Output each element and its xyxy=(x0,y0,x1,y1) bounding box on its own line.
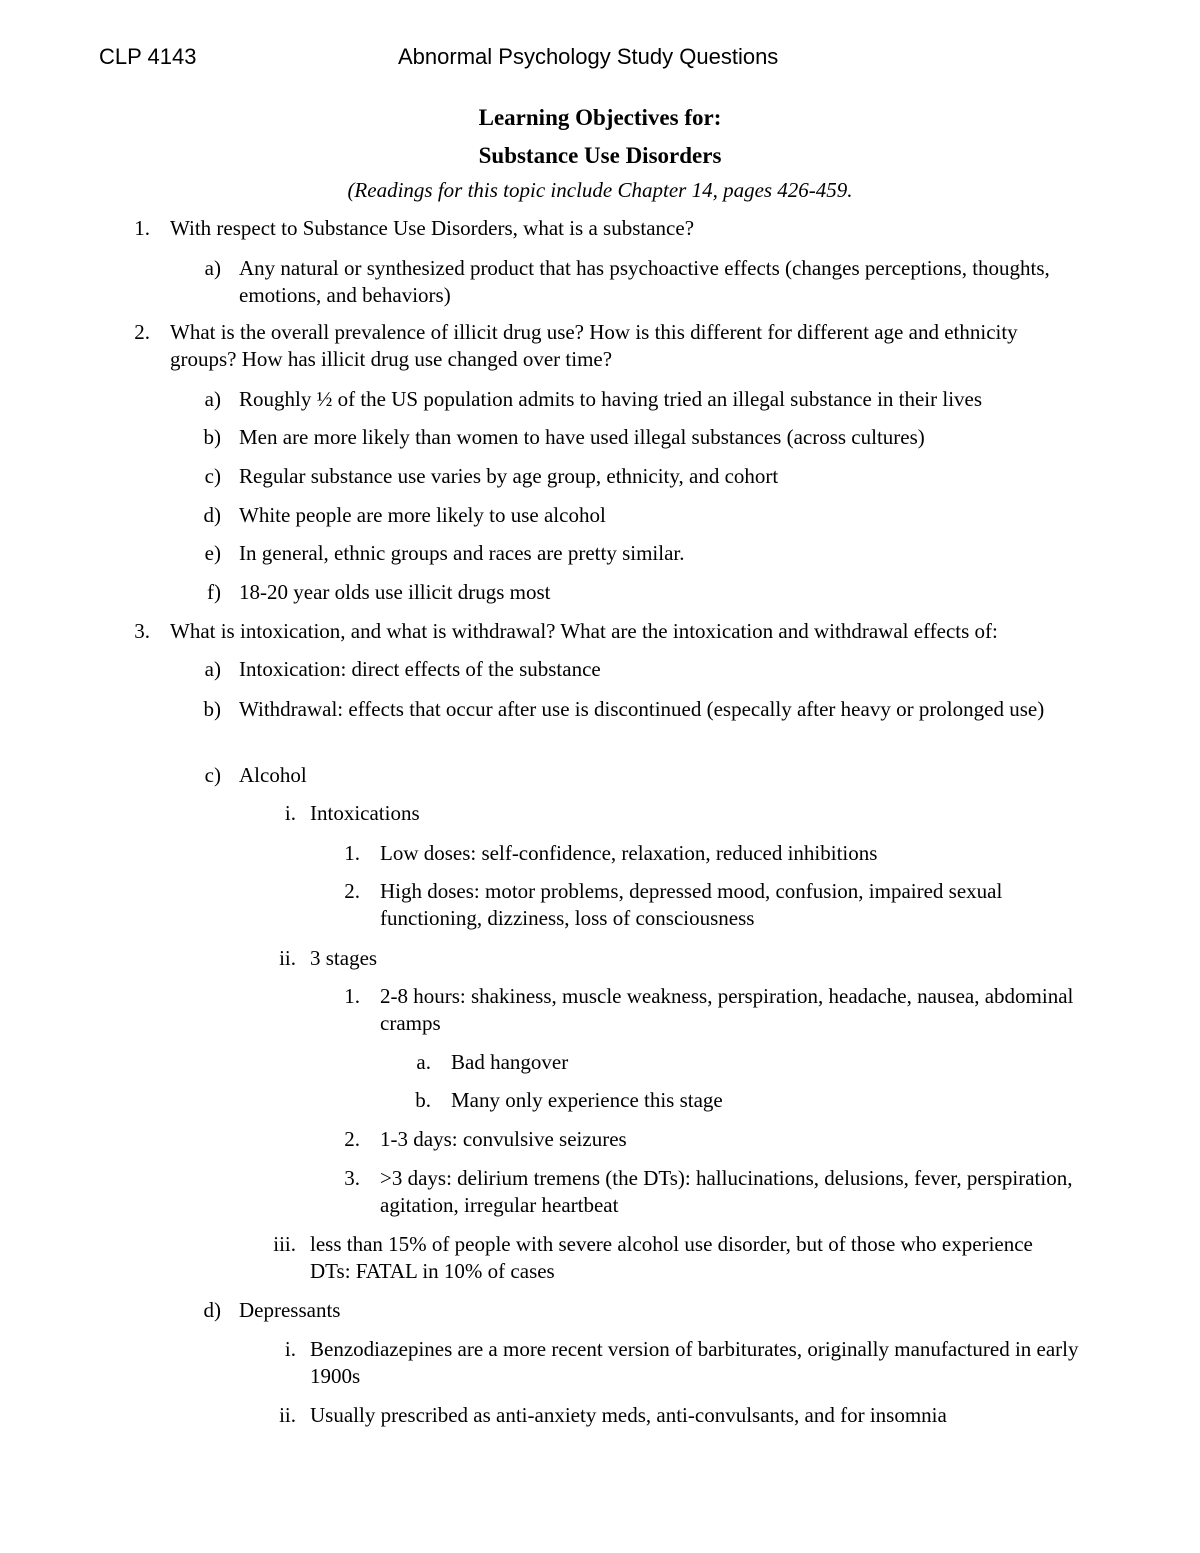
answer-item xyxy=(204,386,1119,413)
list-roman: ii. xyxy=(279,946,296,970)
list-letter: d) xyxy=(203,503,221,527)
list-number: 1. xyxy=(134,216,150,240)
answer-item xyxy=(204,255,1079,309)
list-number: 1. xyxy=(344,984,360,1008)
answer-text: Men are more likely than women to have used illegal substances (across cultures) xyxy=(239,425,925,449)
readings-note: (Readings for this topic include Chapter 14, pages 426-459. xyxy=(347,178,853,202)
header-course-code: CLP 4143 xyxy=(99,44,197,69)
detail-item xyxy=(344,840,1100,867)
list-number: 3. xyxy=(134,619,150,643)
list-letter: d) xyxy=(203,1298,221,1322)
answer-text: 18-20 year olds use illicit drugs most xyxy=(239,580,551,604)
detail-text: Low doses: self-confidence, relaxation, reduced inhibitions xyxy=(380,841,878,865)
sub-item xyxy=(284,800,1110,827)
list-roman: i. xyxy=(284,1337,296,1361)
answer-text: Roughly ½ of the US population admits to having tried an illegal substance in their lives xyxy=(239,387,983,411)
answer-item xyxy=(204,762,1109,789)
sub-item-text: Benzodiazepines are a more recent version of barbiturates, originally manufactured in early 1900s xyxy=(310,1337,1079,1388)
answer-item xyxy=(204,540,1119,567)
detail-item xyxy=(344,983,1080,1037)
list-number: 2. xyxy=(134,320,150,344)
list-letter: b) xyxy=(203,425,221,449)
question-item xyxy=(134,319,1080,373)
answer-text: Any natural or synthesized product that has psychoactive effects (changes perceptions, thoughts, emotions, and behaviors) xyxy=(239,256,1050,307)
sub-item xyxy=(279,945,1110,972)
answer-text: Depressants xyxy=(239,1298,341,1322)
question-item xyxy=(134,618,1120,645)
answer-text: Alcohol xyxy=(239,763,307,787)
list-letter: e) xyxy=(204,541,221,565)
list-letter: f) xyxy=(207,580,221,604)
answer-item xyxy=(203,424,1119,451)
detail-text: 2-8 hours: shakiness, muscle weakness, perspiration, headache, nausea, abdominal cramps xyxy=(380,984,1074,1035)
page-subtitle: Substance Use Disorders xyxy=(478,143,722,168)
answer-text: In general, ethnic groups and races are pretty similar. xyxy=(239,541,685,565)
answer-item xyxy=(204,463,1119,490)
detail-subitem xyxy=(415,1087,1091,1114)
list-letter: a) xyxy=(204,387,221,411)
list-number: 2. xyxy=(344,1127,360,1151)
list-number: 3. xyxy=(344,1166,360,1190)
sub-item xyxy=(273,1231,1070,1285)
detail-text: >3 days: delirium tremens (the DTs): hallucinations, delusions, fever, perspiration, agitation, irregular heartbeat xyxy=(380,1166,1073,1217)
detail-text: 1-3 days: convulsive seizures xyxy=(380,1127,627,1151)
list-letter: a. xyxy=(416,1050,431,1074)
detail-subitem-text: Many only experience this stage xyxy=(451,1088,723,1112)
detail-item xyxy=(344,1126,1080,1153)
question-text: With respect to Substance Use Disorders, what is a substance? xyxy=(170,216,695,240)
sub-item xyxy=(279,1402,1110,1429)
list-roman: iii. xyxy=(273,1232,296,1256)
detail-text: High doses: motor problems, depressed mood, confusion, impaired sexual functioning, dizziness, loss of consciousness xyxy=(380,879,1003,930)
question-text: What is the overall prevalence of illicit drug use? How is this different for different age and ethnicity groups? How has illicit drug use changed over time? xyxy=(170,320,1018,371)
question-item xyxy=(134,215,1100,242)
list-letter: c) xyxy=(204,763,221,787)
sub-item xyxy=(284,1336,1110,1390)
detail-subitem-text: Bad hangover xyxy=(451,1050,569,1074)
answer-item xyxy=(207,579,1119,606)
answer-text: White people are more likely to use alcohol xyxy=(239,503,606,527)
list-number: 2. xyxy=(344,879,360,903)
detail-item xyxy=(344,878,1100,932)
list-letter: b) xyxy=(203,697,221,721)
sub-item-text: 3 stages xyxy=(310,946,378,970)
answer-text: Withdrawal: effects that occur after use is discontinued (especally after heavy or prolonged use) xyxy=(239,697,1045,721)
header-document-title: Abnormal Psychology Study Questions xyxy=(398,44,779,69)
list-letter: b. xyxy=(415,1088,431,1112)
question-text: What is intoxication, and what is withdrawal? What are the intoxication and withdrawal effects of: xyxy=(170,619,998,643)
answer-text: Intoxication: direct effects of the substance xyxy=(239,657,601,681)
list-roman: i. xyxy=(284,801,296,825)
answer-item xyxy=(203,696,1109,723)
detail-item xyxy=(344,1165,1080,1219)
answer-text: Regular substance use varies by age group, ethnicity, and cohort xyxy=(239,464,779,488)
answer-item xyxy=(203,1297,1109,1324)
list-letter: c) xyxy=(204,464,221,488)
list-letter: a) xyxy=(204,657,221,681)
list-number: 1. xyxy=(344,841,360,865)
sub-item-text: Usually prescribed as anti-anxiety meds, anti-convulsants, and for insomnia xyxy=(310,1403,947,1427)
sub-item-text: Intoxications xyxy=(310,801,420,825)
answer-item xyxy=(204,656,1109,683)
sub-item-text: less than 15% of people with severe alcohol use disorder, but of those who experience DTs: FATAL in 10% of cases xyxy=(310,1232,1033,1283)
answer-item xyxy=(203,502,1119,529)
list-roman: ii. xyxy=(279,1403,296,1427)
page-title: Learning Objectives for: xyxy=(478,105,722,130)
detail-subitem xyxy=(416,1049,1091,1076)
list-letter: a) xyxy=(204,256,221,280)
